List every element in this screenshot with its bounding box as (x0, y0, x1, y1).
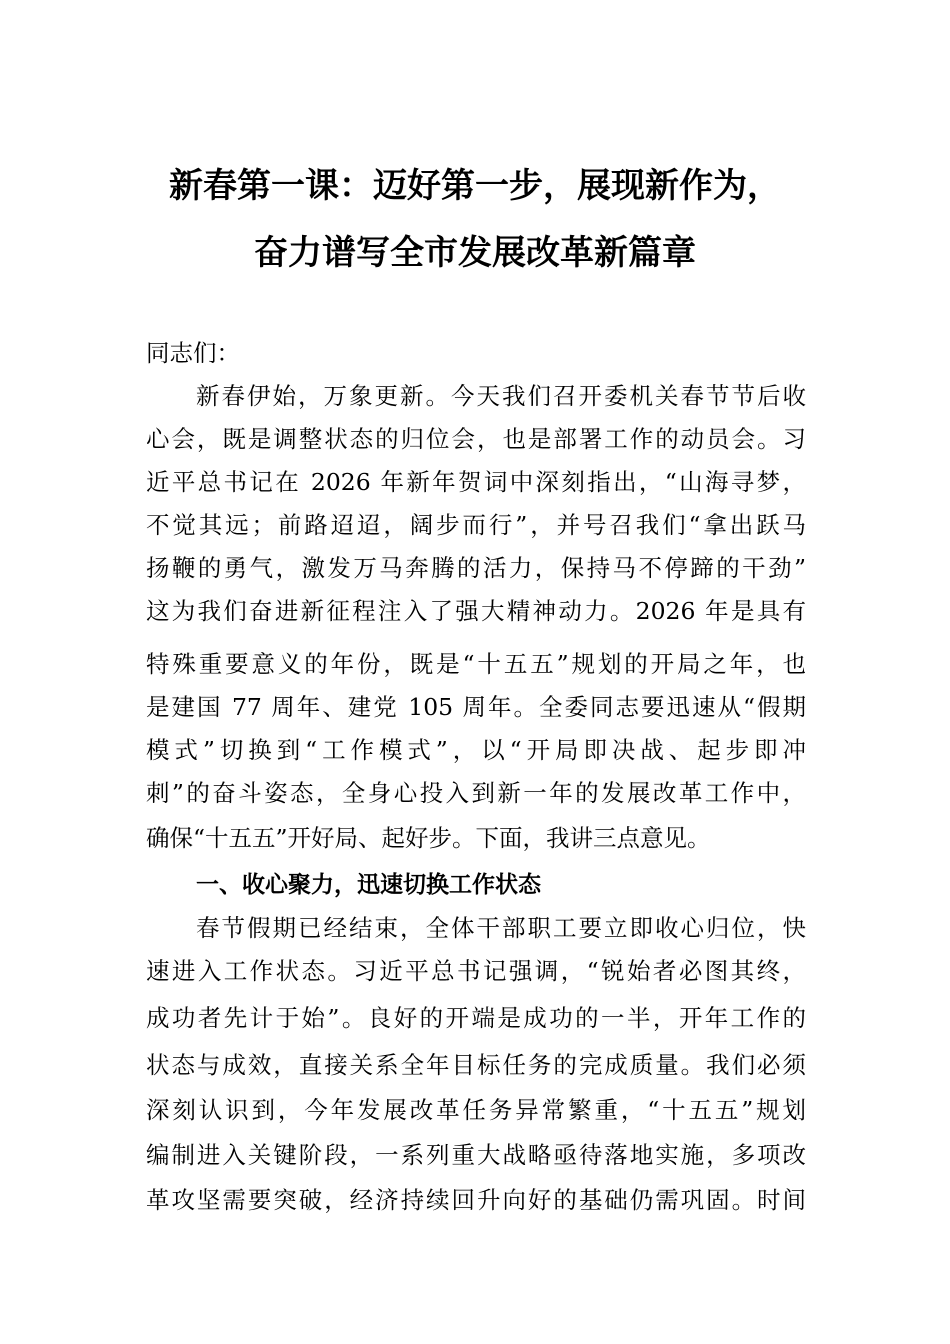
paragraph-line: 这为我们奋进新征程注入了强大精神动力。2026 年是具有 (146, 597, 806, 625)
paragraph-line: 确保“十五五”开好局、起好步。下面，我讲三点意见。 (146, 824, 711, 852)
paragraph-line: 速进入工作状态。习近平总书记强调，“锐始者必图其终， (146, 957, 806, 985)
paragraph-line: 革攻坚需要突破，经济持续回升向好的基础仍需巩固。时间 (146, 1186, 806, 1214)
paragraph-line: 新春伊始，万象更新。今天我们召开委机关春节节后收 (196, 382, 806, 410)
paragraph-line: 特殊重要意义的年份，既是“十五五”规划的开局之年，也 (146, 650, 806, 678)
paragraph-line: 是建国 77 周年、建党 105 周年。全委同志要迅速从“假期 (146, 693, 806, 721)
paragraph-line: 编制进入关键阶段，一系列重大战略亟待落地实施，多项改 (146, 1141, 806, 1169)
paragraph-line: 刺”的奋斗姿态，全身心投入到新一年的发展改革工作中， (146, 779, 806, 807)
paragraph-line: 扬鞭的勇气，激发万马奔腾的活力，保持马不停蹄的干劲” (146, 554, 806, 582)
section-heading-1: 一、收心聚力，迅速切换工作状态 (196, 872, 541, 898)
paragraph-line: 成功者先计于始”。良好的开端是成功的一半，开年工作的 (146, 1004, 806, 1032)
paragraph-line: 心会，既是调整状态的归位会，也是部署工作的动员会。习 (146, 425, 806, 453)
document-title-line-2: 奋力谱写全市发展改革新篇章 (254, 233, 696, 273)
document-title-line-1: 新春第一课：迈好第一步，展现新作为， (169, 166, 781, 206)
paragraph-line: 春节假期已经结束，全体干部职工要立即收心归位，快 (196, 914, 806, 942)
paragraph-line: 近平总书记在 2026 年新年贺词中深刻指出，“山海寻梦， (146, 468, 806, 496)
paragraph-line: 模式”切换到“工作模式”，以“开局即决战、起步即冲 (146, 736, 806, 764)
paragraph-line: 状态与成效，直接关系全年目标任务的完成质量。我们必须 (146, 1051, 806, 1079)
paragraph-line: 不觉其远；前路迢迢，阔步而行”，并号召我们“拿出跃马 (146, 511, 806, 539)
paragraph-line: 深刻认识到，今年发展改革任务异常繁重，“十五五”规划 (146, 1096, 806, 1124)
salutation: 同志们： (146, 339, 240, 367)
